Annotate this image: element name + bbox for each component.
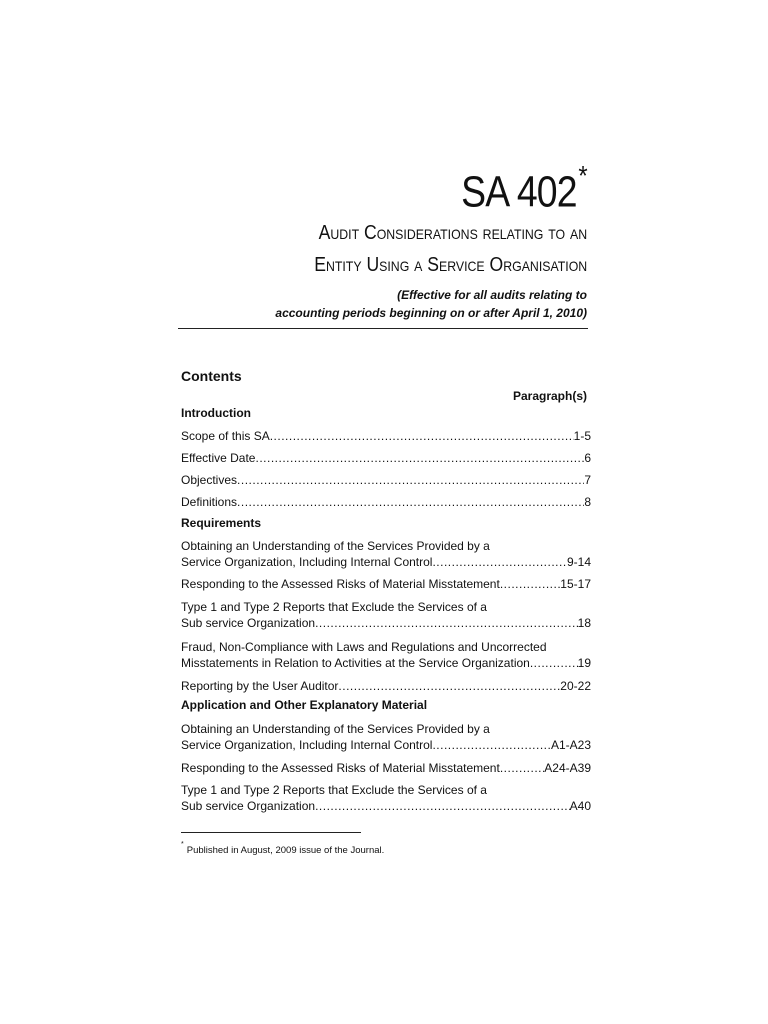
footnote-mark: * [181,841,184,848]
contents-heading: Contents [181,368,242,384]
section-heading-introduction: Introduction [181,406,251,420]
toc-entry-req-reporting[interactable]: Reporting by the User Auditor ..... 20-22 [181,678,591,694]
footnote-divider [181,832,361,833]
toc-entry-effective-date[interactable]: Effective Date ..... 6 [181,450,591,466]
footnote [181,841,385,857]
effective-note-line-1: (Effective for all audits relating to [397,288,587,302]
toc-entry-req-understanding[interactable]: Obtaining an Understanding of the Services Provided by a Service Organization, Including Internal Control ..... 9-14 [181,538,591,570]
section-heading-application: Application and Other Explanatory Material [181,698,428,712]
toc-entry-app-type-reports[interactable]: Type 1 and Type 2 Reports that Exclude the Services of a Sub service Organization ..... A40 [181,782,591,814]
footnote-marker: * [578,160,587,191]
toc-entry-app-responding[interactable]: Responding to the Assessed Risks of Material Misstatement ..... A24-A39 [181,760,591,776]
toc-entry-req-responding[interactable]: Responding to the Assessed Risks of Material Misstatement ..... 15-17 [181,576,591,592]
footnote-text: Published in August, 2009 issue of the Journal. [186,845,385,857]
toc-entry-scope[interactable]: Scope of this SA ..... 1-5 [181,428,591,444]
subtitle-line-1: Audit Considerations relating to an [318,222,587,244]
toc-entry-req-type-reports[interactable]: Type 1 and Type 2 Reports that Exclude the Services of a Sub service Organization ..... 18 [181,599,591,631]
toc-entry-objectives[interactable]: Objectives ..... 7 [181,472,591,488]
toc-entry-req-fraud[interactable]: Fraud, Non-Compliance with Laws and Regulations and Uncorrected Misstatements in Relation to Activities at the Service Organization ..... 19 [181,639,591,671]
section-heading-requirements: Requirements [181,516,262,530]
subtitle-line-2: Entity Using a Service Organisation [314,254,587,276]
standard-title: SA 402* [461,160,587,217]
paragraphs-column-heading: Paragraph(s) [512,389,587,403]
toc-entry-app-understanding[interactable]: Obtaining an Understanding of the Services Provided by a Service Organization, Including Internal Control ..... A1-A23 [181,721,591,753]
effective-note-line-2: accounting periods beginning on or after April 1, 2010) [275,306,587,320]
toc-entry-definitions[interactable]: Definitions ..... 8 [181,494,591,510]
header-divider [178,328,588,329]
